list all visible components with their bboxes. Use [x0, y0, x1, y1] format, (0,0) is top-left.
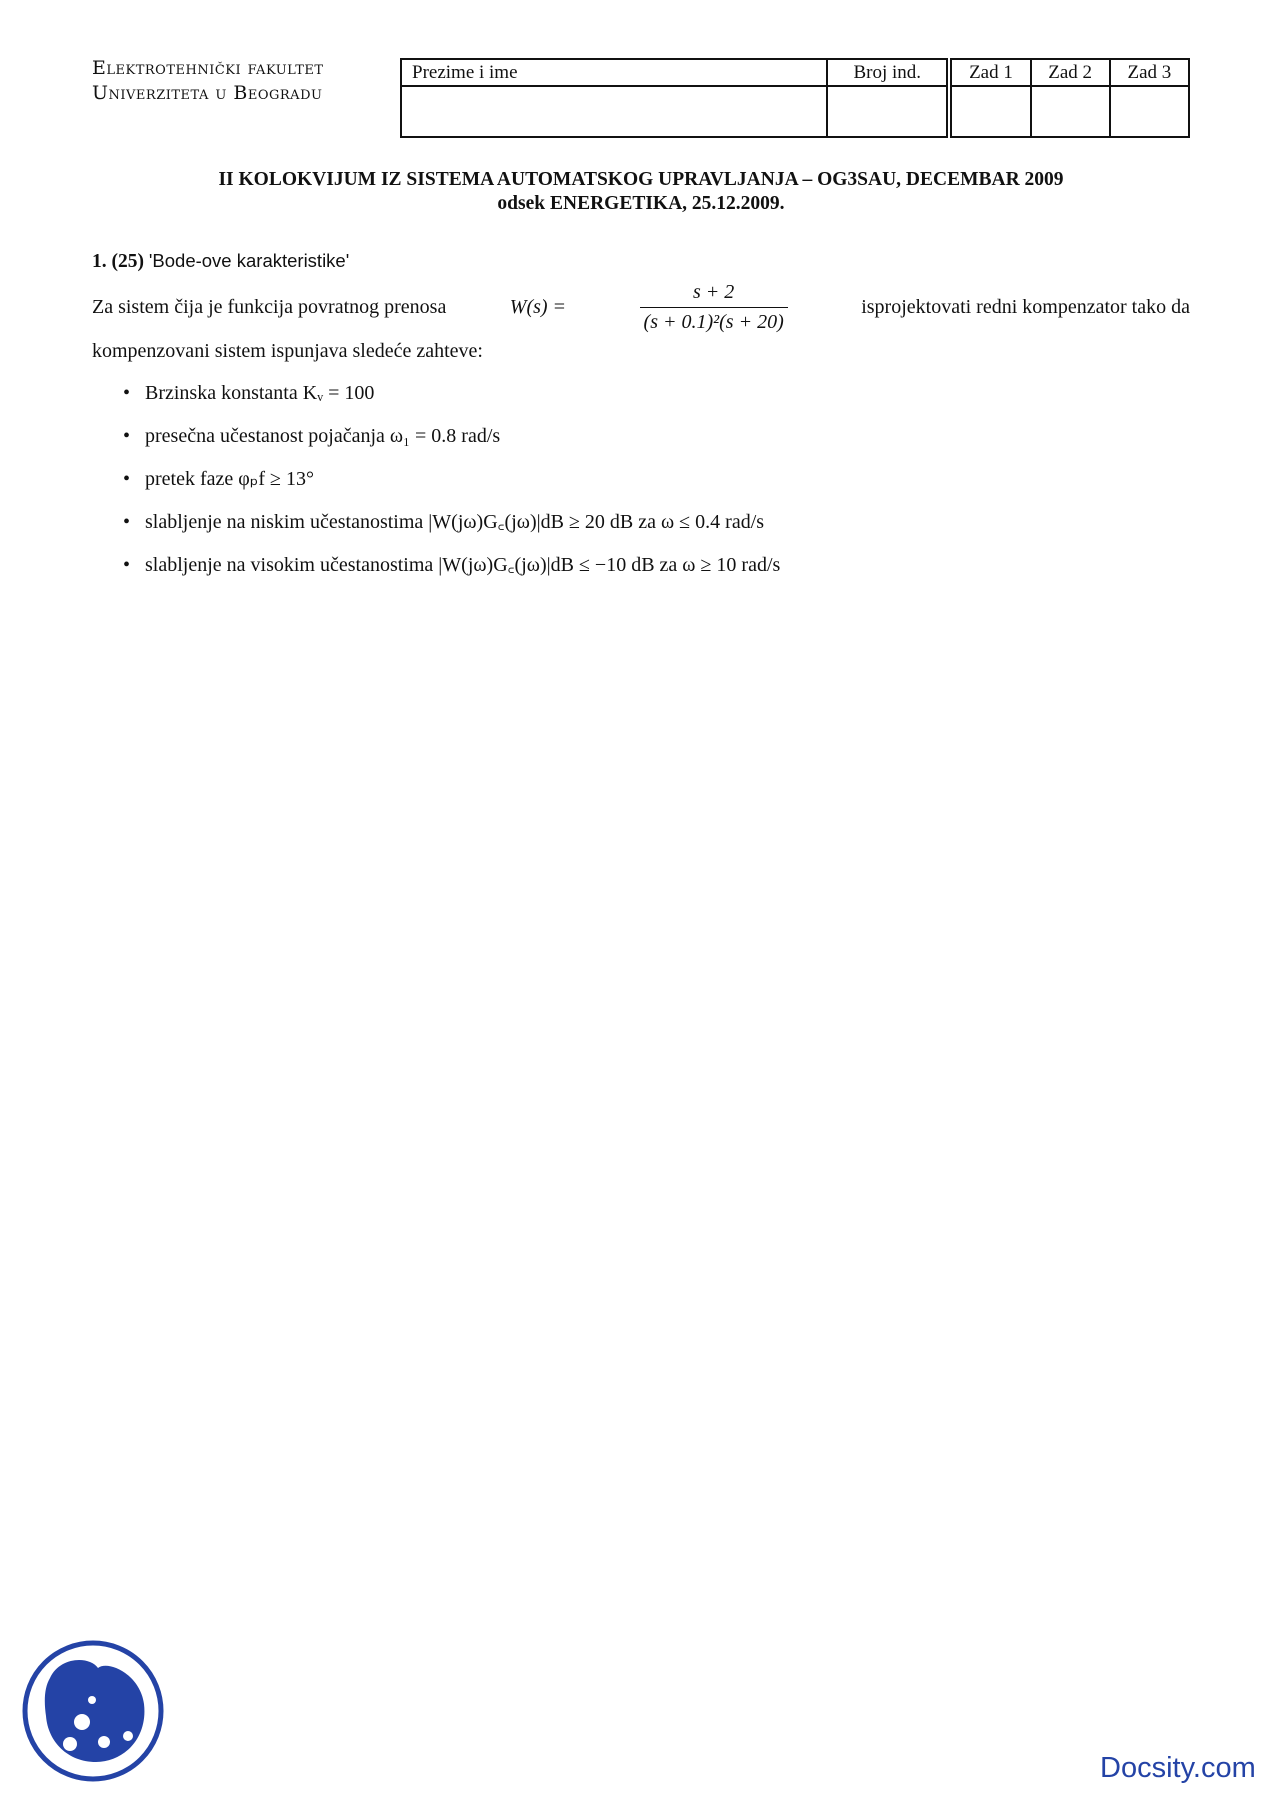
task3-column-header: Zad 3 [1110, 59, 1189, 86]
problem-intro: Za sistem čija je funkcija povratnog prenosa [92, 295, 447, 318]
docsity-logo-icon [20, 1638, 166, 1784]
task2-score-field[interactable] [1031, 86, 1110, 137]
task-number: 1. [92, 251, 107, 272]
transfer-function-numerator: s + 2 [692, 280, 735, 303]
info-table-entry-row [401, 86, 1189, 137]
task2-column-header: Zad 2 [1031, 59, 1110, 86]
docsity-watermark[interactable]: Docsity.com [1100, 1752, 1256, 1784]
university-name: Univerziteta u Beogradu [92, 82, 323, 104]
task-topic: 'Bode-ove karakteristike' [148, 250, 350, 271]
index-column-header: Broj ind. [827, 59, 949, 86]
transfer-function-denominator: (s + 0.1)²(s + 20) [640, 307, 788, 334]
problem-statement [92, 276, 1190, 363]
name-column-header: Prezime i ime [401, 59, 827, 86]
transfer-function-lhs: W(s) = [509, 295, 567, 318]
student-info-table [400, 58, 1190, 138]
requirement-crossover-frequency: • presečna učestanost pojačanja ω₁ = 0.8 rad/s [145, 421, 780, 464]
info-table-header-row [401, 59, 1189, 86]
requirement-phase-margin: • pretek faze φₚf ≥ 13° [145, 464, 780, 507]
task1-score-field[interactable] [949, 86, 1030, 137]
task-heading [92, 250, 349, 273]
task3-score-field[interactable] [1110, 86, 1189, 137]
transfer-function-fraction [640, 281, 788, 334]
index-field[interactable] [827, 86, 949, 137]
exam-title [92, 168, 1190, 216]
requirement-low-frequency: • slabljenje na niskim učestanostima |W(jω)G꜀(jω)|dB ≥ 20 dB za ω ≤ 0.4 rad/s [145, 507, 780, 550]
requirement-velocity-constant: • Brzinska konstanta Kᵥ = 100 [145, 378, 780, 421]
requirements-list [92, 378, 780, 593]
problem-line-1 [92, 276, 1190, 338]
faculty-name: Elektrotehnički fakultet [92, 57, 324, 79]
name-field[interactable] [401, 86, 827, 137]
task-points: (25) [111, 251, 144, 272]
exam-title-line1: II KOLOKVIJUM IZ SISTEMA AUTOMATSKOG UPRAVLJANJA – OG3SAU, DECEMBAR 2009 [218, 169, 1064, 190]
problem-intro-cont: isprojektovati redni kompenzator tako da [861, 295, 1190, 318]
exam-title-line2: odsek ENERGETIKA, 25.12.2009. [497, 193, 785, 214]
requirement-high-frequency: • slabljenje na visokim učestanostima |W(jω)G꜀(jω)|dB ≤ −10 dB za ω ≥ 10 rad/s [145, 550, 780, 593]
faculty-header [92, 56, 324, 106]
task1-column-header: Zad 1 [949, 59, 1030, 86]
problem-line-2: kompenzovani sistem ispunjava sledeće zahteve: [92, 340, 483, 362]
